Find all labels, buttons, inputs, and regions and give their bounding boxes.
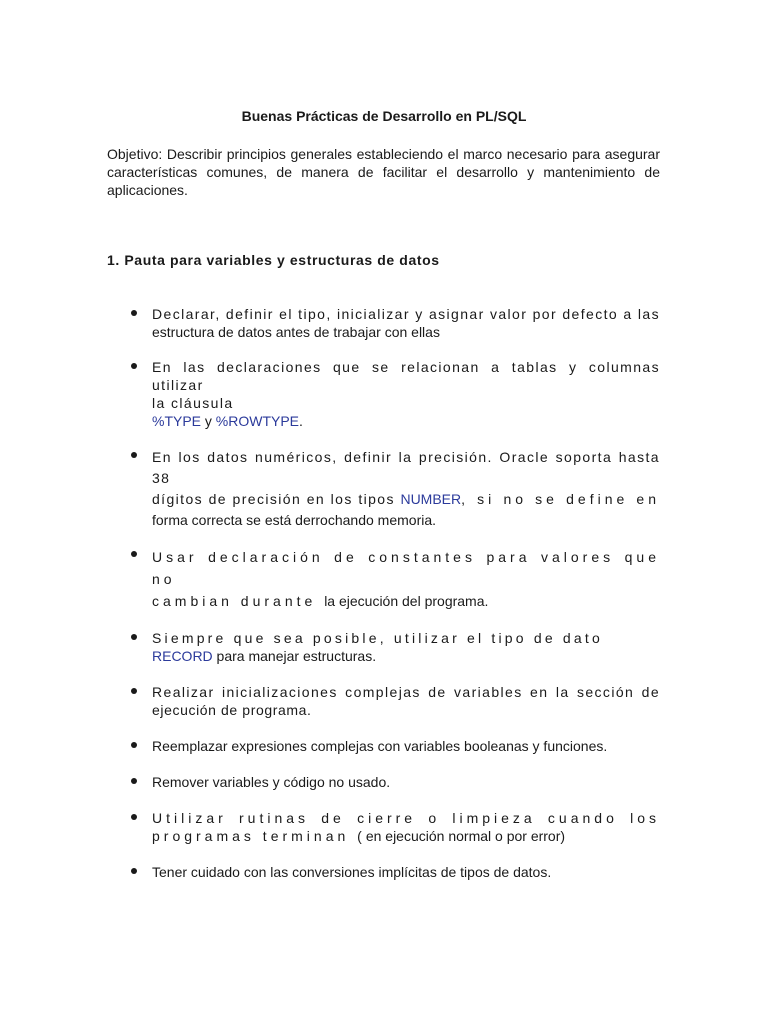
bullet-icon — [131, 688, 137, 694]
list-item — [107, 683, 660, 719]
list-item — [107, 737, 660, 755]
line-text: la ejecución del programa. — [324, 593, 489, 609]
list-item-line: Reemplazar expresiones complejas con variables booleanas y funciones. — [152, 738, 608, 754]
document-title: Buenas Prácticas de Desarrollo en PL/SQL — [241, 108, 527, 124]
list-item — [107, 305, 660, 341]
list-item-line: la cláusula — [152, 395, 234, 411]
keyword-separator: y — [201, 413, 216, 429]
list-item-line — [152, 590, 660, 612]
list-item-line: Realizar inicializaciones complejas de variables en la sección de — [152, 684, 660, 700]
bullet-icon — [131, 551, 137, 557]
objective-paragraph: Objetivo: Describir principios generales estableciendo el marco necesario para asegurar características comunes, de manera de facilitar el desarrollo y mantenimiento de aplicaciones. — [107, 146, 660, 198]
bullet-icon — [131, 452, 137, 458]
keyword-number: NUMBER — [400, 491, 462, 507]
list-item — [107, 546, 660, 612]
bullet-icon — [131, 868, 137, 874]
list-item-line: Remover variables y código no usado. — [152, 774, 391, 790]
list-item-line: estructura de datos antes de trabajar con ellas — [152, 324, 440, 340]
line-text: dígitos de precisión en los tipos — [152, 491, 401, 507]
line-text: , si no se define en — [461, 491, 660, 507]
list-item-line: Siempre que sea posible, utilizar el tipo de dato — [152, 630, 603, 646]
list-item-line: En las declaraciones que se relacionan a tablas y columnas utilizar — [152, 359, 660, 393]
bullet-icon — [131, 634, 137, 640]
list-item-line: Utilizar rutinas de cierre o limpieza cuando los — [152, 810, 660, 826]
list-item — [107, 773, 660, 791]
keyword-record: RECORD — [152, 648, 213, 664]
line-text: en ejecución normal o por error) — [365, 828, 566, 844]
list-item-line: Declarar, definir el tipo, inicializar y asignar valor por defecto a las — [152, 306, 660, 322]
list-item — [107, 358, 660, 430]
list-item-line: ejecución de programa. — [152, 702, 312, 718]
line-text: programas terminan ( — [152, 828, 366, 844]
list-item — [107, 629, 660, 665]
list-item-line — [152, 647, 660, 665]
list-item — [107, 863, 660, 881]
guideline-list — [107, 305, 660, 881]
list-item-line — [152, 827, 660, 845]
list-item — [107, 447, 660, 531]
line-text: cambian durante — [152, 593, 325, 609]
list-item-line: Usar declaración de constantes para valores que no — [152, 549, 660, 587]
keyword-type: %TYPE — [152, 413, 202, 429]
bullet-icon — [131, 814, 137, 820]
bullet-icon — [131, 742, 137, 748]
bullet-icon — [131, 778, 137, 784]
list-item-line: Tener cuidado con las conversiones implícitas de tipos de datos. — [152, 864, 552, 880]
line-text: para manejar estructuras. — [212, 648, 377, 664]
list-item-line — [152, 489, 660, 510]
keyword-rowtype: %ROWTYPE — [215, 413, 300, 429]
list-item-line: En los datos numéricos, definir la precisión. Oracle soporta hasta 38 — [152, 449, 660, 486]
sentence-end: . — [299, 413, 303, 429]
list-item — [107, 809, 660, 845]
list-item-line — [152, 412, 660, 430]
bullet-icon — [131, 310, 137, 316]
section-heading: 1. Pauta para variables y estructuras de datos — [107, 252, 440, 268]
bullet-icon — [131, 363, 137, 369]
list-item-line: forma correcta se está derrochando memoria. — [152, 512, 437, 528]
